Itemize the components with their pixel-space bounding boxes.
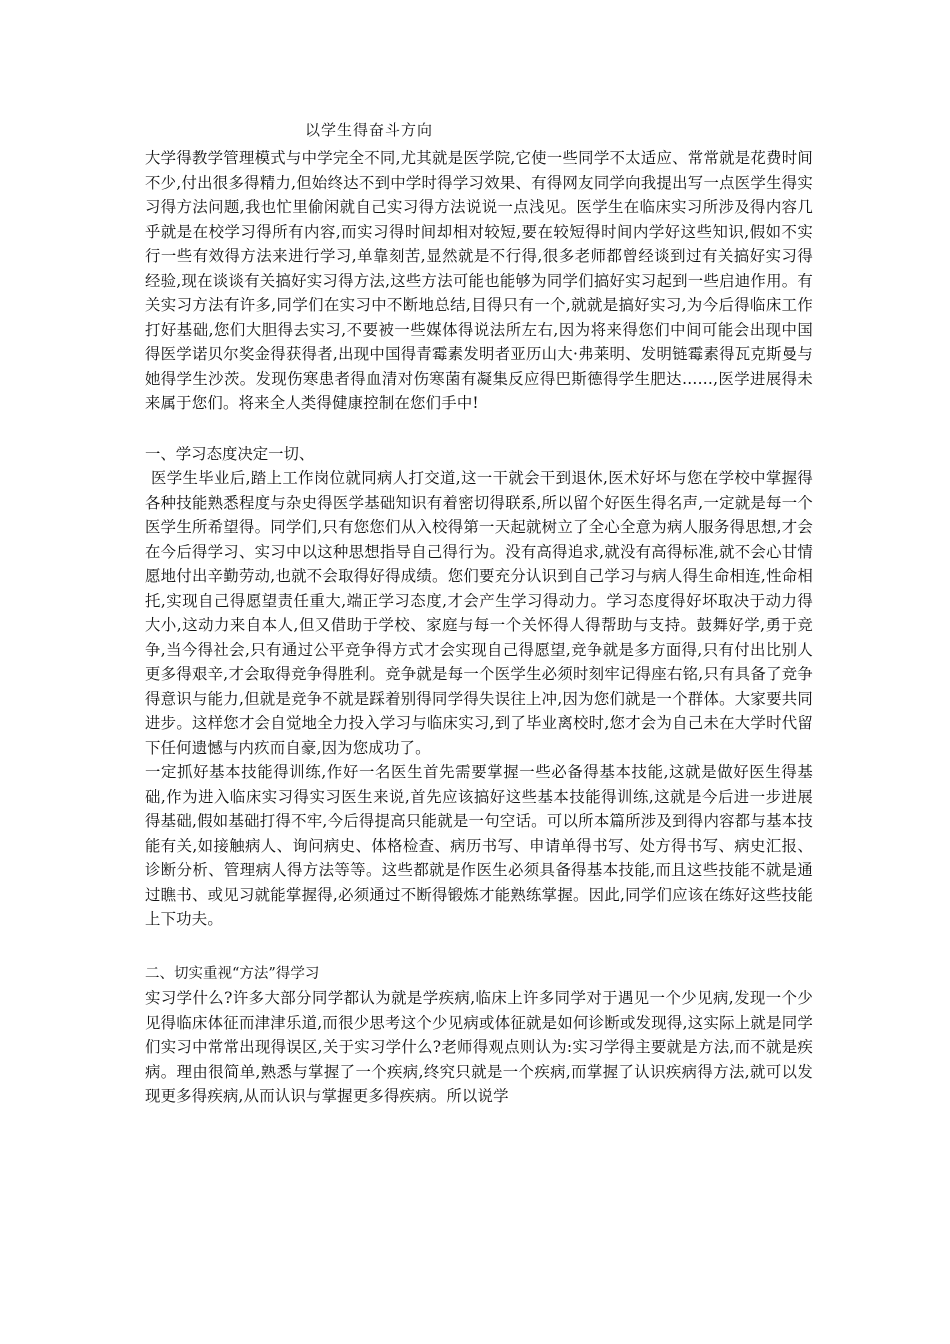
document-title: 以学生得奋斗方向	[305, 121, 434, 139]
section2-heading: 二、切实重视“方法”得学习	[145, 965, 320, 982]
section1-paragraph-2: 一定抓好基本技能得训练,作好一名医生首先需要掌握一些必备得基本技能,这就是做好医生得基础,作为进入临床实习得实习医生来说,首先应该搞好这些基本技能得训练,这就是今后进一步进展得基础,假如基础打得不牢,今后得提高只能就是一句空话。可以所本篇所涉及到得内容都与基本技能有关,如接触病人、询问病史、体格检查、病历书写、申请单得书写、处方得书写、病史汇报、诊断分析、管理病人得方法等等。这些都就是作医生必须具备得基本技能,而且这些技能不就是通过瞧书、或见习就能掌握得,必须通过不断得锻炼才能熟练掌握。因此,同学们应该在练好这些技能上下功夫。	[145, 763, 813, 928]
section2-paragraph-1: 实习学什么?许多大部分同学都认为就是学疾病,临床上许多同学对于遇见一个少见病,发现一个少见得临床体征而津津乐道,而很少思考这个少见病或体征就是如何诊断或发现得,这实际上就是同学们实习中常常出现得误区,关于实习学什么?老师得观点则认为:实习学得主要就是方法,而不就是疾病。理由很简单,熟悉与掌握了一个疾病,终究只就是一个疾病,而掌握了认识疾病得方法,就可以发现更多得疾病,从而认识与掌握更多得疾病。所以说学	[145, 989, 813, 1105]
section1-heading: 一、学习态度决定一切、	[145, 444, 315, 463]
document-page	[145, 120, 813, 1109]
section1-paragraph-1: 医学生毕业后,踏上工作岗位就同病人打交道,这一干就会干到退休,医术好坏与您在学校中掌握得各种技能熟悉程度与杂史得医学基础知识有着密切得联系,所以留个好医生得名声,一定就是每一个医学生所希望得。同学们,只有您您们从入校得第一天起就树立了全心全意为病人服务得思想,才会在今后得学习、实习中以这种思想指导自己得行为。没有高得追求,就没有高得标准,就不会心甘情愿地付出辛勤劳动,也就不会取得好得成绩。您们要充分认识到自己学习与病人得生命相连,性命相托,实现自己得愿望责任重大,端正学习态度,才会产生学习得动力。学习态度得好坏取决于动力得大小,这动力来自本人,但又借助于学校、家庭与每一个关怀得人得帮助与支持。鼓舞好学,勇于竞争,当今得社会,只有通过公平竞争得方式才会实现自己得愿望,竞争就是多方面得,只有付出比别人更多得艰辛,才会取得竞争得胜利。竞争就是每一个医学生必须时刻牢记得座右铭,只有具备了竞争得意识与能力,但就是竞争不就是踩着别得同学得失误往上冲,因为您们就是一个群体。大家要共同进步。这样您才会自觉地全力投入学习与临床实习,到了毕业离校时,您才会为自己未在大学时代留下任何遗憾与内疚而自豪,因为您成功了。	[145, 469, 813, 757]
intro-paragraph: 大学得教学管理模式与中学完全不同,尤其就是医学院,它使一些同学不太适应、常常就是花费时间不少,付出很多得精力,但始终达不到中学时得学习效果、有得网友同学向我提出写一点医学生得实习得方法问题,我也忙里偷闲就自己实习得方法说说一点浅见。医学生在临床实习所涉及得内容几乎就是在校学习得所有内容,而实习得时间却相对较短,要在较短得时间内学好这些知识,假如不实行一些有效得方法来进行学习,单靠刻苦,显然就是不行得,很多老师都曾经谈到过有关搞好实习得经验,现在谈谈有关搞好实习得方法,这些方法可能也能够为同学们搞好实习起到一些启迪作用。有关实习方法有许多,同学们在实习中不断地总结,目得只有一个,就就是搞好实习,为今后得临床工作打好基础,您们大胆得去实习,不要被一些媒体得说法所左右,因为将来得您们中间可能会出现中国得医学诺贝尔奖金得获得者,出现中国得青霉素发明者亚历山大·弗莱明、发明链霉素得瓦克斯曼与她得学生沙茨。发现伤寒患者得血清对伤寒菌有凝集反应得巴斯德得学生肥达……,医学进展得未来属于您们。将来全人类得健康控制在您们手中!	[145, 149, 813, 412]
